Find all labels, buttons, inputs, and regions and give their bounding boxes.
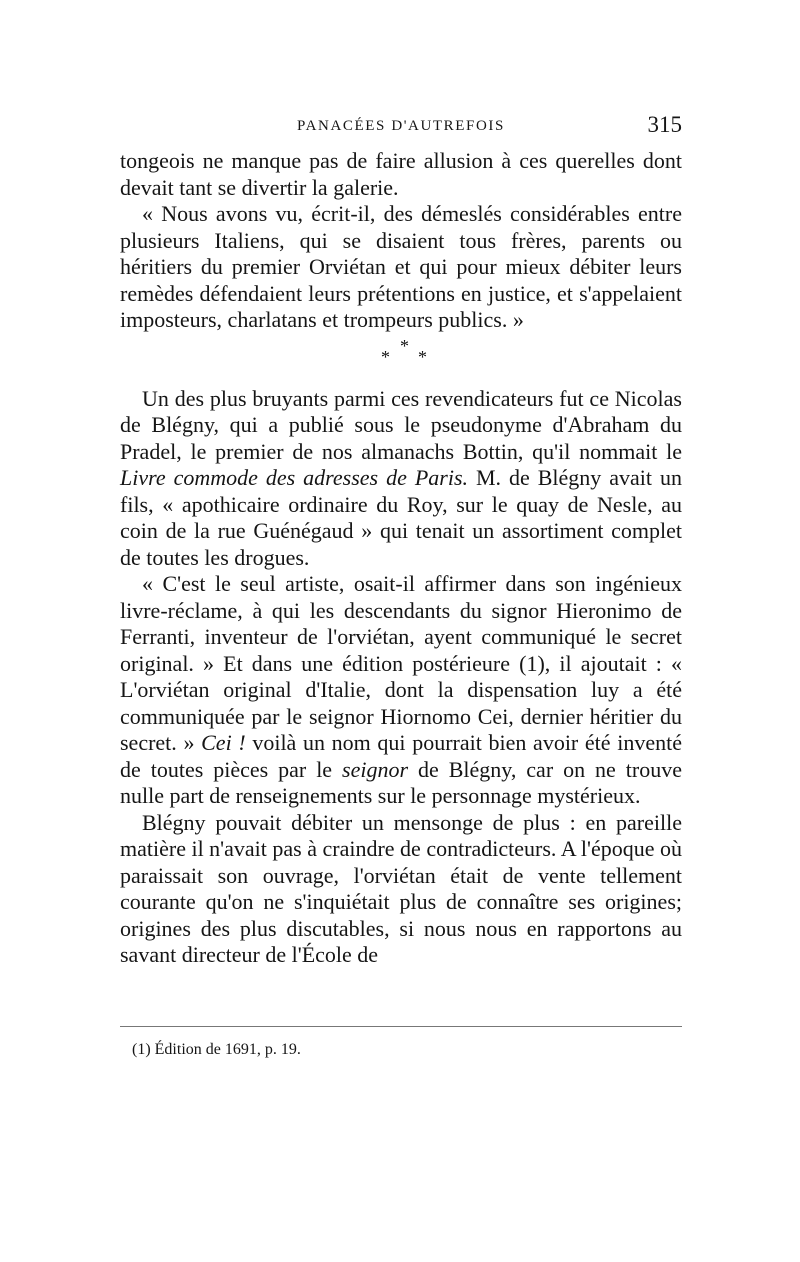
footnote-divider [120, 1026, 682, 1027]
paragraph-4-text-middle: voilà un nom qui pourrait bien avoir été inventé de toutes pièces par le [120, 730, 682, 782]
paragraph-4 [120, 571, 682, 810]
book-title-italic: Livre commode des adresses de Paris. [120, 465, 469, 490]
paragraph-2: « Nous avons vu, écrit-il, des démeslés considérables entre plusieurs Italiens, qui se disaient tous frères, parents ou héritiers du premier Orviétan et qui pour mieux débiter leurs remèdes défendaient leurs prétentions en justice, et s'appelaient imposteurs, charlatans et trompeurs publics. » [120, 201, 682, 332]
body-text [120, 148, 682, 969]
asterism-star-left: * [381, 346, 390, 367]
page-header [120, 112, 682, 142]
paragraph-1: tongeois ne manque pas de faire allusion à ces querelles dont devait tant se divertir la galerie. [120, 148, 682, 200]
paragraph-5: Blégny pouvait débiter un mensonge de plus : en pareille matière il n'avait pas à craindre de contradicteurs. A l'époque où paraissait son ouvrage, l'orviétan était de vente tellement courante qu'on ne s'inquiétait plus de connaître ses origines; origines des plus discutables, si nous nous en rapportons au savant directeur de l'École de [120, 809, 682, 967]
running-title: PANACÉES D'AUTREFOIS [297, 118, 505, 134]
paragraph-3 [120, 386, 682, 572]
paragraph-4-text-start: « C'est le seul artiste, osait-il affirmer dans son ingénieux livre-réclame, à qui les descendants du signor Hieronimo de Ferranti, inventeur de l'orviétan, ayent communiqué le secret original. » Et dans une édition postérieure (1), il ajoutait : « L'orviétan original d'Italie, dont la dispensation luy a été communiquée par le seignor Hiornomo Cei, dernier héritier du secret. » [120, 571, 682, 755]
footnote: (1) Édition de 1691, p. 19. [132, 1041, 301, 1058]
paragraph-4-text-end: de Blégny, car on ne trouve nulle part de renseignements sur le personnage mystérieux. [120, 756, 682, 808]
paragraph-3-text-end: M. de Blégny avait un fils, « apothicaire ordinaire du Roy, sur le quay de Nesle, au coin de la rue Guénégaud » qui tenait un assortiment complet de toutes les drogues. [120, 465, 682, 570]
section-asterism [120, 334, 682, 380]
cei-italic: Cei ! [201, 730, 246, 755]
paragraph-3-text-start: Un des plus bruyants parmi ces revendicateurs fut ce Nicolas de Blégny, qui a publié sous le pseudonyme d'Abraham du Pradel, le premier de nos almanachs Bottin, qu'il nommait le [120, 385, 682, 464]
seignor-italic: seignor [342, 756, 409, 782]
asterism-star-right: * [418, 346, 427, 367]
page-number: 315 [647, 112, 682, 137]
asterism-star-top: * [400, 335, 409, 356]
